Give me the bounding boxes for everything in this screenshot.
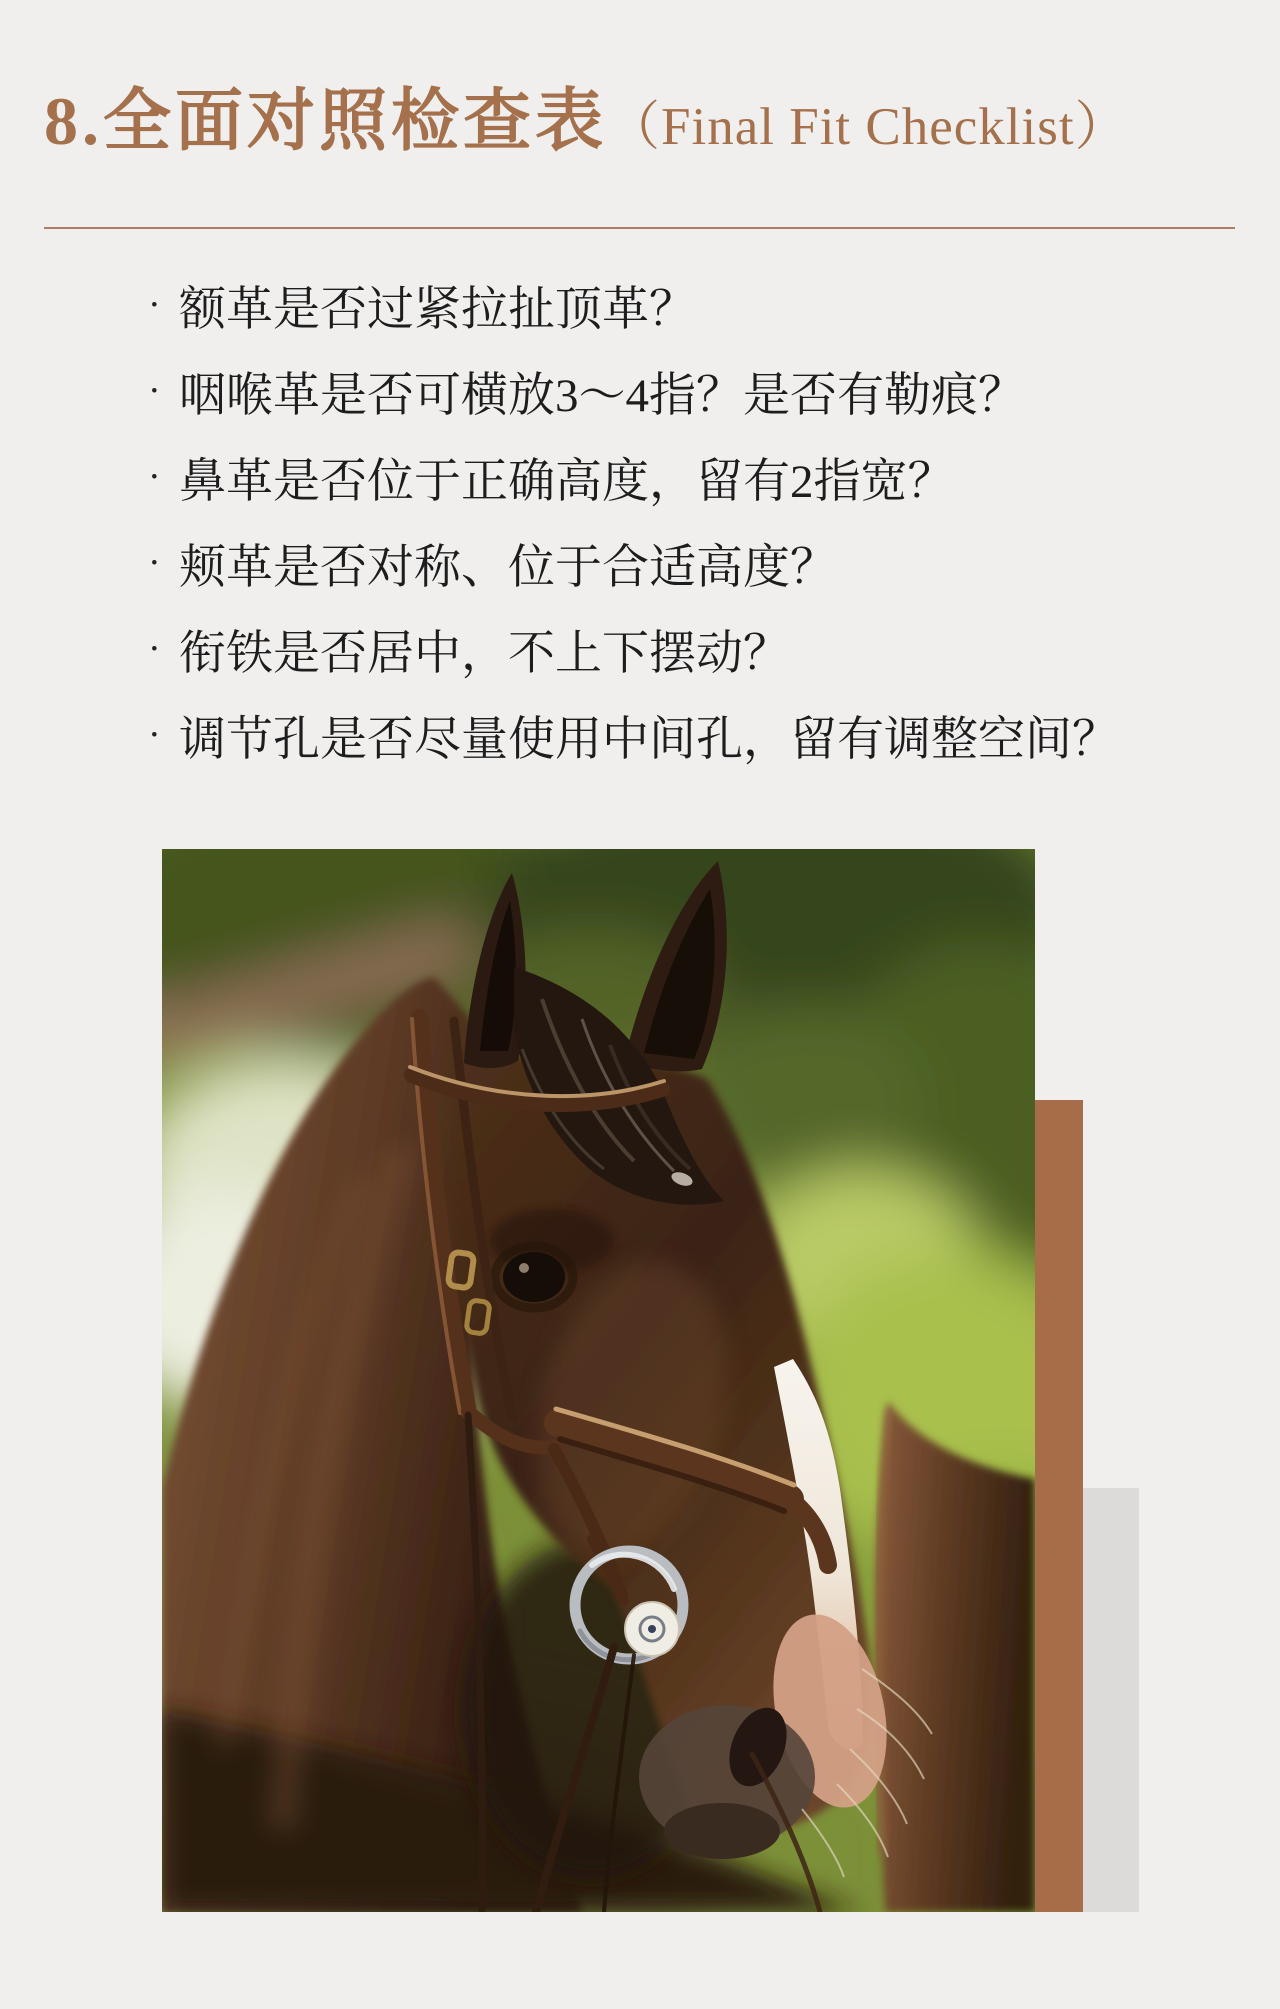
checklist-item-text: 颊革是否对称、位于合适高度？	[179, 541, 837, 594]
page-title-chinese: 8.全面对照检查表	[44, 83, 608, 159]
checklist-item-text: 鼻革是否位于正确高度，留有2指宽？	[179, 455, 955, 508]
accent-bar-gray	[1083, 1488, 1139, 1912]
checklist-item	[148, 434, 1228, 520]
bullet-dot: ·	[148, 456, 161, 498]
checklist-item	[148, 348, 1228, 434]
checklist-item-text: 调节孔是否尽量使用中间孔，留有调整空间？	[179, 713, 1119, 766]
bullet-dot: ·	[148, 714, 161, 756]
checklist-item	[148, 606, 1228, 692]
checklist	[148, 262, 1228, 778]
checklist-item-text: 咽喉革是否可横放3～4指？是否有勒痕？	[179, 369, 1025, 422]
checklist-item-text: 额革是否过紧拉扯顶革？	[179, 283, 696, 336]
bullet-dot: ·	[148, 628, 161, 670]
bit-disc	[625, 1602, 679, 1656]
horse-shoulder	[875, 1401, 1035, 1912]
page-title	[44, 84, 1129, 159]
checklist-item	[148, 262, 1228, 348]
accent-bar-brown	[1035, 1100, 1083, 1912]
bullet-dot: ·	[148, 370, 161, 412]
checklist-item	[148, 520, 1228, 606]
bullet-dot: ·	[148, 542, 161, 584]
horse-photo-illustration	[162, 849, 1035, 1912]
checklist-item-text: 衔铁是否居中，不上下摆动？	[179, 627, 790, 680]
title-divider	[44, 227, 1235, 229]
page-title-english: （Final Fit Checklist）	[607, 98, 1129, 156]
horse-photo	[162, 849, 1035, 1912]
checklist-item	[148, 692, 1228, 778]
bullet-dot: ·	[148, 284, 161, 326]
